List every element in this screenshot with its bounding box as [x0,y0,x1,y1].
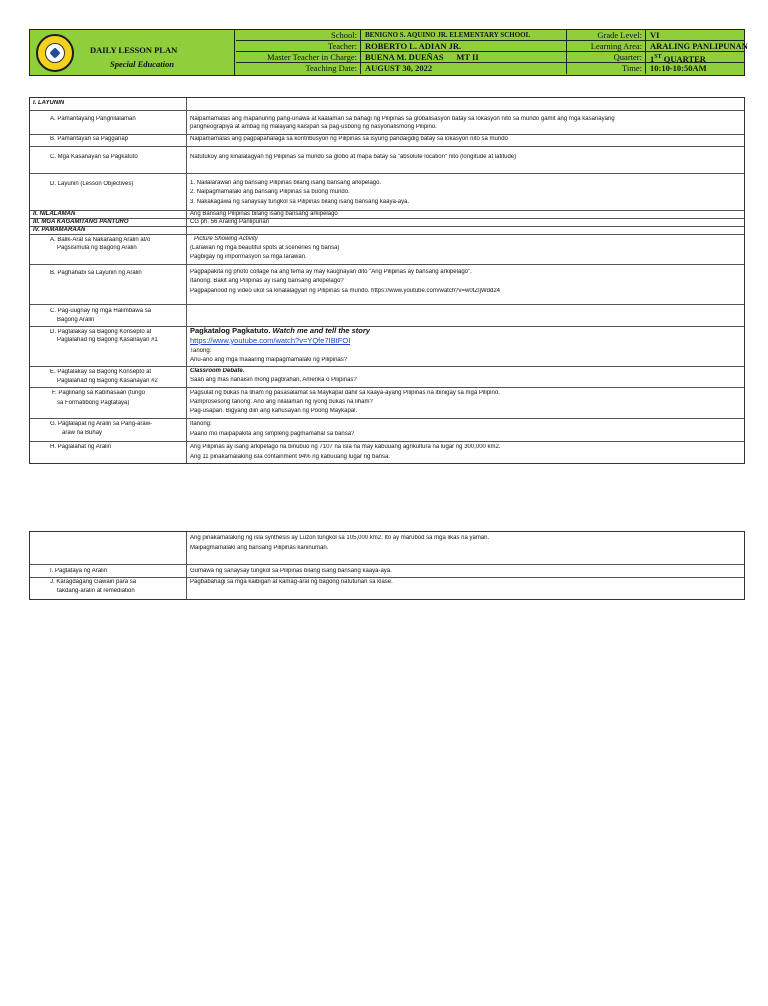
header [29,29,748,76]
objective-3: 3. Nakakagawa ng sanaysay tungkol sa Pilipinas bilang isang bansang kaaya-aya. [190,199,410,205]
row-line [30,226,744,227]
text-luzon: Ang pinakamalaking ng isla synthesis ay Luzon tungkol sa 105,000 km2. Ito ay marubod sa mga likas na yaman. [190,535,490,541]
text-gumawa: Gumawa ng sanaysay tungkol sa Pilipinas bilang isang bansang kaaya-aya. [190,568,392,574]
label-paglalapat-1: G. Paglalapat ng Aralin sa Pang-araw- [50,421,153,427]
text-photo-collage: Pagpapakita ng photo collage na ang tema ay may kaugnayan dito "Ang Pilipinas ay bansang arkipelago". [190,269,472,275]
school-value: BENIGNO S. AQUINO JR. ELEMENTARY SCHOOL [361,30,567,41]
teacher-label: Teacher: [236,41,361,52]
youtube-link[interactable]: https://www.youtube.com/watch?v=YQfe7IBtFOI [190,337,351,345]
label-paglalapat-2: araw na Buhay [62,430,103,436]
text-c: Natutukoy ang kinalalagyan ng Pilipinas sa mundo sa globo at mapa batay sa "absolute location" nito (longitude at latitude) [190,154,517,160]
school-seal-icon [36,34,74,72]
column-divider [186,532,187,599]
text-saan: Saan ang mas nanaisin mong pagtirahan, Amerika o Pilipinas? [190,377,357,383]
label-karagdagang-1: J. Karagdagang Gawain para sa [50,579,137,585]
text-a-line2: pangheograpiya at ambag ng malayang kaisipan sa pag-usbong ng nasyonalismong Pilipino. [190,124,437,130]
label-paglinang-1: F. Paglinang sa Kabihasaan (tungo [52,390,146,396]
objective-1: 1. Nailalarawan ang bansang Pilipinas bilang isang bansang arkipelago. [190,180,382,186]
label-pagtalakay2-1: E. Pagtalakay sa Bagong Konsepto at [50,369,152,375]
text-pagbabahagi: Pagbabahagi sa mga kaibigan at kamag-aral ng bagong natutunan sa klase. [190,579,393,585]
row-line [30,387,744,388]
master-teacher-value: BUENA M. DUEÑAS MT II [361,52,567,63]
grade-level-label: Grade Level: [567,30,646,41]
label-pamantayan-sa-pagganap: B. Pamantayan sa Pagganap [50,136,129,142]
text-maipagmamalaki: Anu-ano ang mga maaaring maipagmamalaki ng Pilipinas? [190,357,348,363]
text-picture-activity: Picture Showing Activity [194,236,258,242]
text-arkipelago-7107: Ang Pilipinas ay isang arkipelago na binubuo ng 7107 na isla na may kabuuang agrikultura na lugar ng 300,000 km2. [190,444,501,450]
school-label: School: [236,30,361,41]
text-watch-me: Watch me and tell the story [270,327,370,335]
row-line [30,264,744,265]
master-teacher-label: Master Teacher in Charge: [236,52,361,63]
row-line [30,441,744,442]
label-balik-aral-2: Pagsisimula ng Bagong Aralin [57,245,137,251]
label-pagtalakay1-1: D. Pagtalakay sa Bagong Konsepto at [50,329,152,335]
row-line [30,418,744,419]
row-line [30,366,744,367]
section-layunin: I. LAYUNIN [33,100,65,106]
row-line [30,134,744,135]
text-pagsulat: Pagsulat ng bukas na liham ng pasasalamat sa Maykapal dahil sa kaaya-ayang Pilipinas na ibinigay sa mga Pilipino. [190,390,500,396]
row-line [30,577,744,578]
label-pamantayang-pangnilalaman: A. Pamantayang Pangnilalaman [50,116,136,122]
row-line [30,304,744,305]
time-value: 10:10-10:50AM [650,63,707,73]
text-a-line1: Naipamamalas ang mapanuring pang-unawa at kaalaman sa bahagi ng Pilipinas sa globalisasyon batay sa lokasyon nito sa mundo gamit ang mga kasanayang [190,116,615,122]
label-layunin-objectives: D. Layunin (Lesson Objectives) [50,181,134,187]
section-kagamitan: III. MGA KAGAMITANG PANTURO [33,219,129,225]
text-pamprosesong: Pamprosesong tanong: Ano ang nilalaman ng iyong bukas na liham? [190,399,373,405]
teaching-date-value: AUGUST 30, 2022 [361,63,567,74]
section-pamamaraan: IV. PAMAMARAAN [33,227,86,233]
text-tanong: Tanong: [190,348,212,354]
label-paglalahat: H. Paglalahat ng Aralin [50,444,112,450]
seal-center [45,43,65,63]
text-itanong: Itanong: [190,421,212,427]
column-divider [186,98,187,463]
text-maipagmamalaki-bansa: Maipagmamalaki ang bansang Pilipinas kaninuman. [190,545,329,551]
quarter-label: Quarter: [567,52,646,63]
quarter-word: QUARTER [661,53,706,64]
label-balik-aral-1: A. Balik-Aral sa Nakaraang Aralin at/o [50,237,151,243]
plan-title: DAILY LESSON PLAN [90,45,178,55]
section-nilalaman: II. NILALAMAN [33,211,76,217]
row-line [30,173,744,174]
row-line [30,210,744,211]
learning-area-value: ARALING PANLIPUNAN [646,41,744,52]
learning-area-label: Learning Area: [567,41,646,52]
quarter-ordinal: ST [654,54,662,60]
text-impormasyon: Pagbigay ng impormasyon sa mga larawan. [190,254,307,260]
text-b: Naipamamalas ang pagpapahalaga sa kontribusyon ng Pilipinas sa isyung pandaigdig batay sa lokasyon nito sa mundo [190,136,508,142]
text-nilalaman: Ang Bansang Pilipinas bilang isang bansang arkipelago [190,211,338,217]
plan-subtitle: Special Education [110,59,174,69]
text-classroom-debate: Classroom Debate. [190,368,245,374]
text-11-isla: Ang 11 pinakamalaking isla containment 94% ng kabuuang lugar ng bansa. [190,454,391,460]
row-line [30,564,744,565]
text-kagamitan: CG ph. 56 Araling Panlipunan [190,219,270,225]
text-larawan: (Larawan ng mga beautiful spots at sceneries ng bansa) [190,245,340,251]
objective-2: 2. Naipagmamalaki ang bansang Pilipinas sa buong mundo. [190,189,350,195]
row-line [30,146,744,147]
label-pagtalakay1-2: Paglalahad ng Bagong Kasanayan #1 [57,337,158,343]
text-video: Pagpapanood ng video ukol sa kinalalagyan ng Pilipinas sa mundo. https://www.youtube.com/watch?v=w0tZIjWdd24 [190,288,501,294]
teaching-date-label: Teaching Date: [236,63,361,74]
lesson-plan-table [29,97,745,464]
teacher-value: ROBERTO L. ADIAN JR. [361,41,567,52]
text-pagkatalog [190,327,370,335]
lesson-plan-table-continued [29,531,745,600]
text-paano: Paano mo maipapakita ang simpleng pagmamahal sa bansa? [190,431,355,437]
label-pagtataya: I. Pagtataya ng Aralin [50,568,108,574]
row-line [30,218,744,219]
label-paglinang-2: sa Formatibong Pagtataya) [57,400,130,406]
grade-level-value: VI [646,30,744,41]
time-label: Time: [567,63,646,74]
seal-mark [49,47,60,58]
label-pag-uugnay-1: C. Pag-uugnay ng mga Halimbawa sa [50,308,152,314]
label-karagdagang-2: takdang-aralin at remediation [57,588,135,594]
quarter-value [646,52,744,63]
label-paghahabi: B. Paghahabi sa Layunin ng Aralin [50,270,142,276]
label-pagtalakay2-2: Paglalahad ng Bagong Kasanayan #2 [57,378,158,384]
text-itanong-bakit: Itanong: Bakit ang Pilipinas ay isang bansang arkipelago? [190,278,344,284]
row-line [30,234,744,235]
quarter-number: 1 [650,53,655,64]
label-pag-uugnay-2: Bagong Aralin [57,317,95,323]
header-title-block [30,30,235,75]
row-line [30,326,744,327]
text-pag-usapan: Pag-usapan. Bigyang diin ang kahusayan ng Poong Maykapal. [190,408,358,414]
row-line [30,110,744,111]
label-mga-kasanayan: C. Mga Kasanayan sa Pagkatuto [50,154,138,160]
text-pagkatalog-lead: Pagkatalog Pagkatuto. [190,327,271,335]
